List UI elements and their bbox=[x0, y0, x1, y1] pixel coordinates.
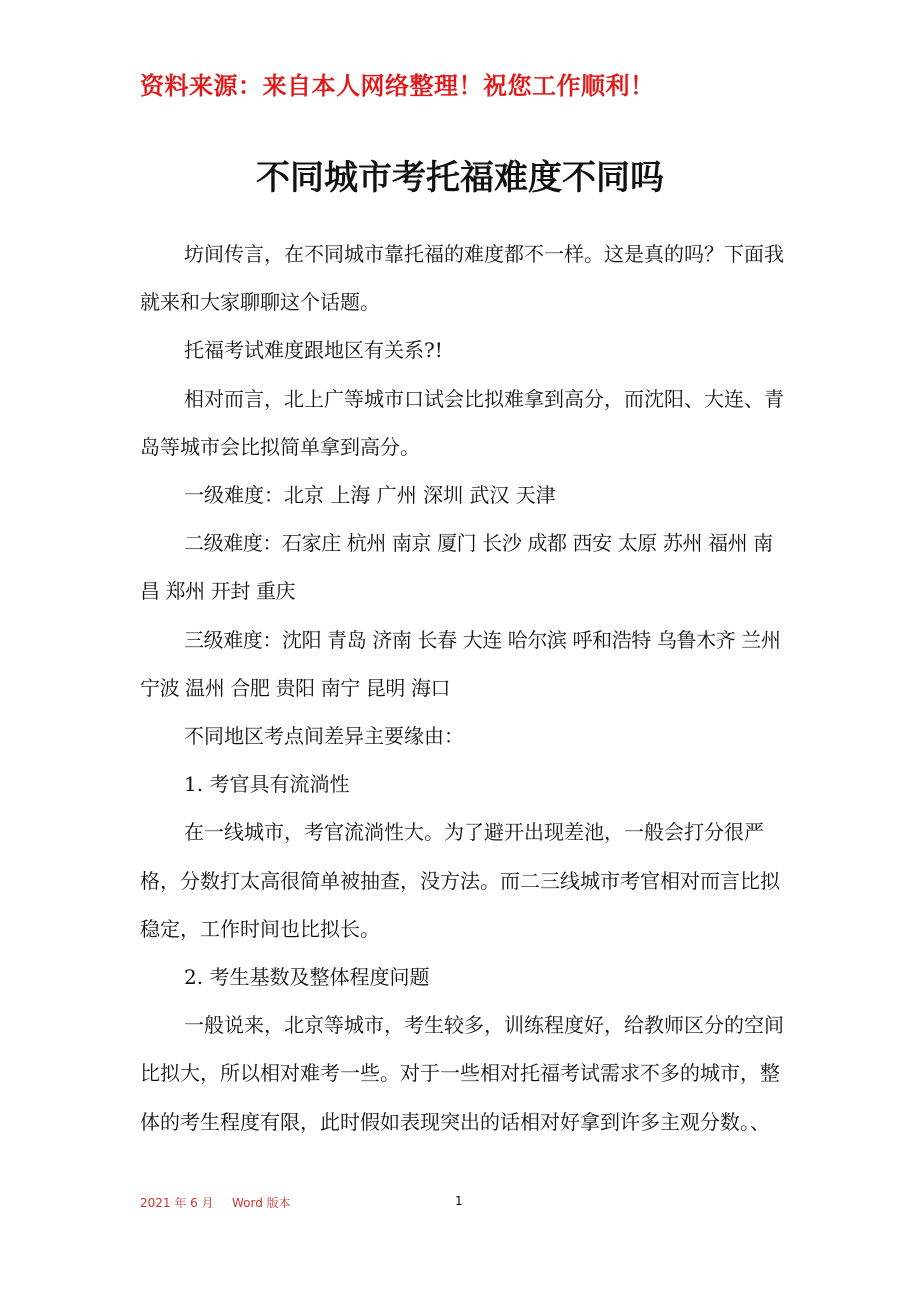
paragraph-reason-two-body: 一般说来，北京等城市，考生较多，训练程度好，给教师区分的空间比拟大，所以相对难考一些。对于一些相对托福考试需求不多的城市，整体的考生程度有限，此时假如表现突出的话相对好拿到许多主观分数。、 bbox=[140, 1013, 784, 1134]
footer-date: 2021 年 6 月 bbox=[140, 1196, 214, 1210]
paragraph-intro: 坊间传言，在不同城市靠托福的难度都不一样。这是真的吗？下面我就来和大家聊聊这个话题。 bbox=[140, 242, 784, 315]
document-title: 不同城市考托福难度不同吗 bbox=[256, 158, 664, 198]
paragraph-level-one: 一级难度：北京 上海 广州 深圳 武汉 天津 bbox=[184, 483, 556, 508]
page-number: 1 bbox=[455, 1194, 463, 1208]
paragraph-reason-one-body: 在一线城市，考官流淌性大。为了避开出现差池，一般会打分很严格，分数打太高很简单被抽查，没方法。而二三线城市考官相对而言比拟稳定，工作时间也比拟长。 bbox=[140, 820, 780, 941]
paragraph-overview: 相对而言，北上广等城市口试会比拟难拿到高分，而沈阳、大连、青岛等城市会比拟简单拿到高分。 bbox=[140, 386, 784, 459]
paragraph-reason-one-heading: 1. 考官具有流淌性 bbox=[184, 772, 350, 797]
footer-version: Word 版本 bbox=[232, 1196, 291, 1210]
source-note: 资料来源：来自本人网络整理！祝您工作顺利！ bbox=[140, 72, 655, 100]
paragraph-reasons-heading: 不同地区考点间差异主要缘由： bbox=[184, 724, 464, 749]
paragraph-question: 托福考试难度跟地区有关系?! bbox=[184, 338, 443, 363]
paragraph-reason-two-heading: 2. 考生基数及整体程度问题 bbox=[184, 965, 430, 990]
document-body bbox=[140, 230, 790, 1146]
paragraph-level-three: 三级难度：沈阳 青岛 济南 长春 大连 哈尔滨 呼和浩特 乌鲁木齐 兰州 宁波 温州 合肥 贵阳 南宁 昆明 海口 bbox=[140, 627, 781, 700]
paragraph-level-two: 二级难度：石家庄 杭州 南京 厦门 长沙 成都 西安 太原 苏州 福州 南昌 郑州 开封 重庆 bbox=[140, 531, 773, 604]
